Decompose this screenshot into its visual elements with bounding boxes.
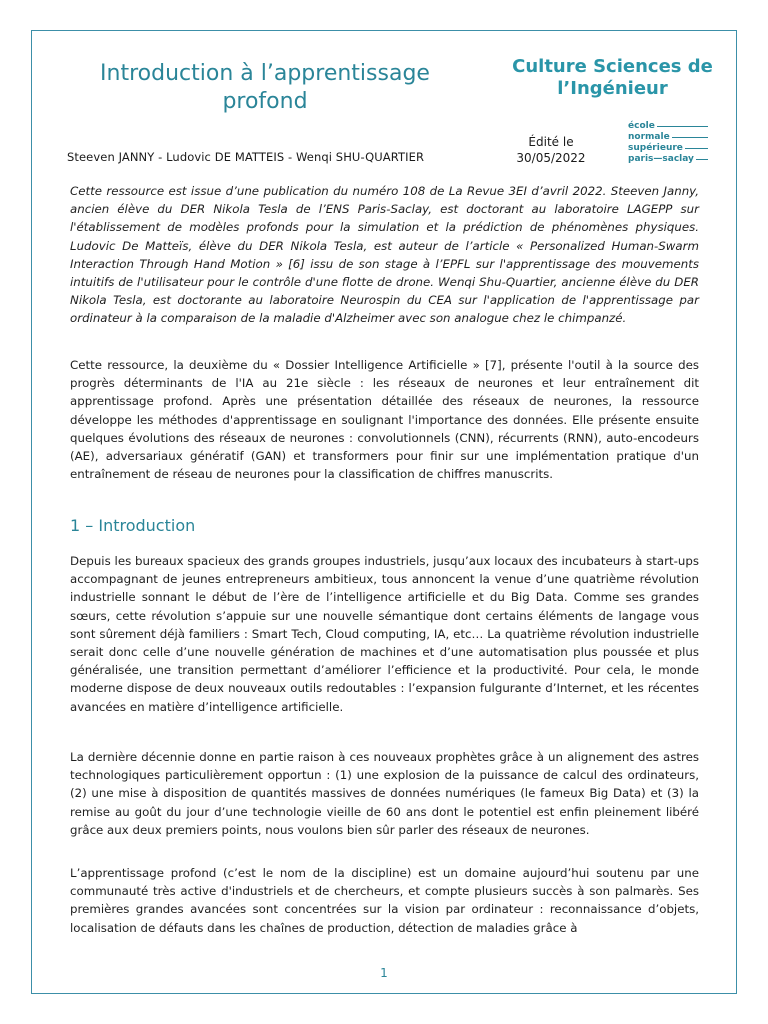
ens-logo [628,121,708,165]
edit-info [505,134,597,166]
brand-title: Culture Sciences de l’Ingénieur [512,56,713,99]
intro-italic: Cette ressource est issue d’une publication du numéro 108 de La Revue 3EI d’avril 2022. Steeven Janny, ancien élève du DER Nikola Tesla de l’ENS Paris-Saclay, est doctorant au laboratoire LAGEPP sur l'établissement de modèles profonds pour la simulation et la prédiction de phénomènes physiques. Ludovic De Matteïs, élève du DER Nikola Tesla, est auteur de l’article « Personalized Human-Swarm Interaction Through Hand Motion » [6] issu de son stage à l’EPFL sur l'apprentissage des mouvements intuitifs de l'utilisateur pour le contrôle d'une flotte de drone. Wenqi Shu-Quartier, ancienne élève du DER Nikola Tesla, est doctorante au laboratoire Neurospin du CEA sur l'application de l'apprentissage par ordinateur à la comparaison de la maladie d'Alzheimer avec son analogue chez le chimpanzé. [70,184,699,326]
authors-line: Steeven JANNY - Ludovic DE MATTEIS - Wenqi SHU-QUARTIER [67,150,425,164]
edit-date: 30/05/2022 [516,151,586,165]
logo-line: paris—saclay [628,154,708,165]
body-paragraph: La dernière décennie donne en partie raison à ces nouveaux prophètes grâce à un alignement des astres technologiques particulièrement opportun : (1) une explosion de la puissance de calcul des ordinateurs, (2) une mise à disposition de quantités massives de données numériques (le fameux Big Data) et (3) la remise au goût du jour d’une technologie vieille de 60 ans dont le potentiel est enfin pleinement libéré grâce aux deux premiers points, nous voulons bien sûr parler des réseaux de neurones. [70,750,699,837]
logo-line: supérieure [628,143,708,154]
edit-label: Édité le [528,135,574,149]
body-paragraph: L’apprentissage profond (c’est le nom de la discipline) est un domaine aujourd’hui soutenu par une communauté très active d'industriels et de chercheurs, et compte plusieurs succès à son palmarès. Ses premières grandes avancées sont concentrées sur la vision par ordinateur : reconnaissance d’objets, localisation de défauts dans les chaînes de production, détection de maladies grâce à [70,866,699,935]
summary-paragraph: Cette ressource, la deuxième du « Dossier Intelligence Artificielle » [7], présente l'outil à la source des progrès déterminants de l'IA au 21e siècle : les réseaux de neurones et leur entraînement dit apprentissage profond. Après une présentation détaillée des réseaux de neurones, la ressource développe les méthodes d'apprentissage en soulignant l'importance des données. Elle présente ensuite quelques évolutions des réseaux de neurones : convolutionnels (CNN), récurrents (RNN), auto-encodeurs (AE), adversariaux génératif (GAN) et transformers pour finir sur une implémentation pratique d'un entraînement de réseau de neurones pour la classification de chiffres manuscrits. [70,358,699,482]
document-title: Introduction à l’apprentissage profond [100,61,430,114]
section-heading: 1 – Introduction [70,516,196,535]
page-frame [31,30,737,994]
logo-line: normale [628,132,708,143]
logo-line: école [628,121,708,132]
body-paragraph: Depuis les bureaux spacieux des grands groupes industriels, jusqu’aux locaux des incubateurs à start-ups accompagnant de jeunes entrepreneurs ambitieux, tous annoncent la venue d’une quatrième révolution industrielle sonnant le début de l’ère de l’intelligence artificielle et du Big Data. Comme ses grandes sœurs, cette révolution s’appuie sur une nouvelle sémantique dont certains éléments de langage vous sont sûrement déjà familiers : Smart Tech, Cloud computing, IA, etc… La quatrième révolution industrielle serait donc celle d’une nouvelle génération de machines et d’une automatisation plus poussée et plus généralisée, une transition permettant d’améliorer l’efficience et la productivité. Pour cela, le monde moderne dispose de deux nouveaux outils redoutables : l’expansion fulgurante d’Internet, et les récentes avancées en matière d’intelligence artificielle. [70,554,699,714]
page-number: 1 [380,966,388,980]
